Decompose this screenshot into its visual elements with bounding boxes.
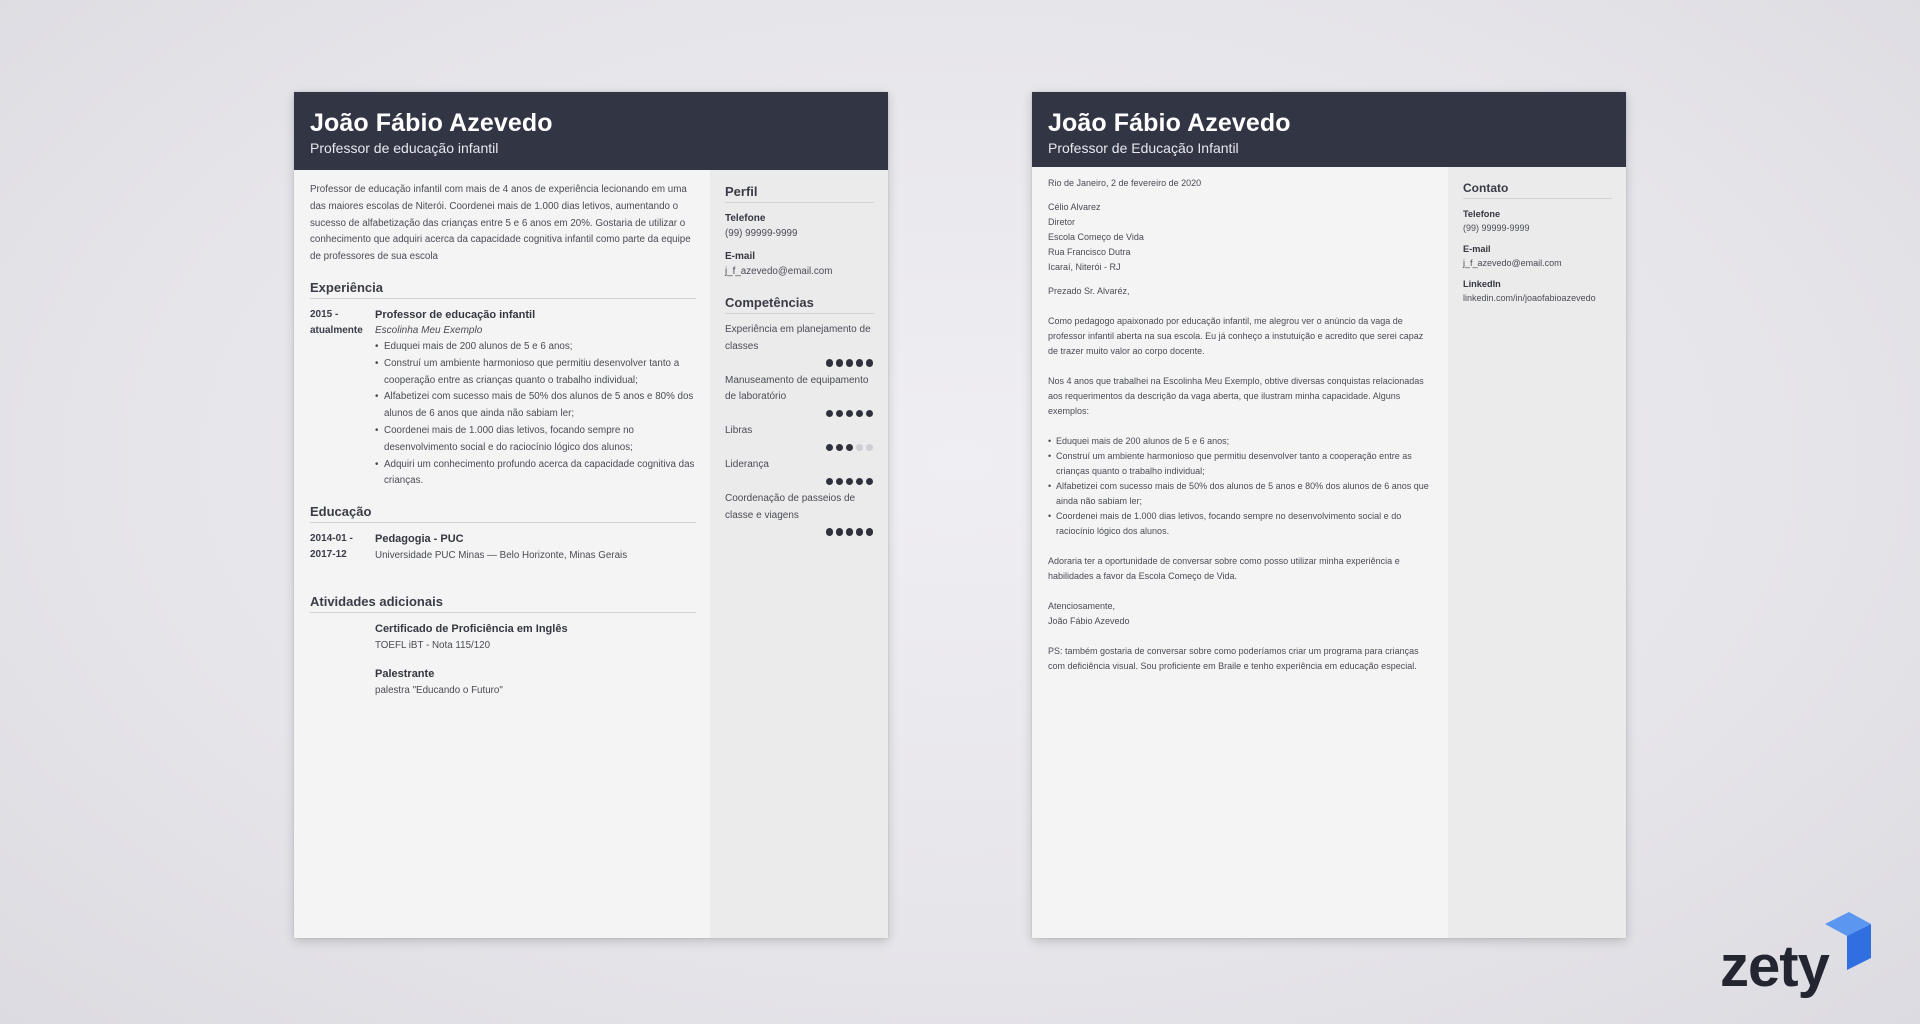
skill-rating: [725, 444, 873, 452]
resume-header: [294, 92, 888, 170]
education-school: Universidade PUC Minas — Belo Horizonte, Minas Gerais: [375, 550, 628, 562]
list-item: • Construí um ambiente harmonioso que permitiu desenvolver tanto a cooperação entre as crianças quanto o trabalho individual;: [375, 356, 696, 390]
letter-sidebar: [1448, 167, 1626, 938]
letter-header: [1032, 92, 1626, 167]
linkedin-value: linkedin.com/in/joaofabioazevedo: [1463, 293, 1596, 303]
list-item: • Alfabetizei com sucesso mais de 50% dos alunos de 5 anos e 80% dos alunos de 6 anos que ainda não sabiam ler;: [375, 389, 696, 423]
letter-bullets: [1048, 434, 1432, 539]
rating-dot-filled: [856, 410, 864, 418]
recipient-line: Rua Francisco Dutra: [1048, 247, 1131, 257]
rating-dot-filled: [856, 528, 864, 536]
rating-dot-filled: [846, 410, 854, 418]
rating-dot-filled: [836, 410, 844, 418]
skill-name: Experiência em planejamento de classes: [725, 324, 871, 352]
rating-dot-filled: [846, 528, 854, 536]
cover-letter-document: [1032, 92, 1626, 938]
list-item: • Coordenei mais de 1.000 dias letivos, focando sempre no desenvolvimento social e do raciocínio lógico dos alunos.: [1048, 509, 1432, 539]
rating-dot-filled: [866, 528, 874, 536]
rating-dot-filled: [836, 528, 844, 536]
skill-item: [725, 322, 874, 367]
letter-recipient: [1048, 200, 1432, 275]
skill-item: [725, 423, 874, 451]
recipient-line: Célio Alvarez: [1048, 202, 1101, 212]
rating-dot-filled: [826, 478, 834, 486]
rating-dot-filled: [866, 478, 874, 486]
skill-name: Libras: [725, 425, 753, 436]
rating-dot-filled: [826, 359, 834, 367]
experience-role: Professor de educação infantil: [375, 308, 536, 321]
letter-name: João Fábio Azevedo: [1048, 109, 1291, 137]
rating-dot-empty: [866, 444, 874, 452]
rating-dot-filled: [836, 359, 844, 367]
activity-title: Palestrante: [375, 668, 435, 681]
skill-name: Coordenação de passeios de classe e viagens: [725, 493, 856, 521]
list-item: • Adquiri um conhecimento profundo acerca da capacidade cognitiva das crianças.: [375, 457, 696, 491]
skill-rating: [725, 478, 873, 486]
phone-value: (99) 99999-9999: [725, 228, 798, 239]
resume-document: [294, 92, 888, 938]
list-item: • Coordenei mais de 1.000 dias letivos, focando sempre no desenvolvimento social e do raciocínio lógico dos alunos;: [375, 423, 696, 457]
email-value: j_f_azevedo@email.com: [725, 266, 833, 277]
phone-value: (99) 99999-9999: [1463, 223, 1530, 233]
email-value: j_f_azevedo@email.com: [1463, 258, 1562, 268]
skill-item: [725, 491, 874, 536]
experience-bullets: [375, 339, 696, 490]
activity-detail: TOEFL iBT - Nota 115/120: [375, 640, 491, 652]
list-item: • Alfabetizei com sucesso mais de 50% dos alunos de 5 anos e 80% dos alunos de 6 anos que ainda não sabiam ler;: [1048, 479, 1432, 509]
skill-rating: [725, 410, 873, 418]
skills-heading: Competências: [725, 295, 874, 314]
list-item: • Construí um ambiente harmonioso que permitiu desenvolver tanto a cooperação entre as crianças quanto o trabalho individual;: [1048, 449, 1432, 479]
recipient-line: Icaraí, Niterói - RJ: [1048, 262, 1121, 272]
profile-heading: Perfil: [725, 184, 874, 203]
rating-dot-filled: [826, 528, 834, 536]
education-entry: [310, 531, 696, 564]
activities-heading: Atividades adicionais: [310, 594, 696, 613]
skill-rating: [725, 359, 873, 367]
rating-dot-filled: [826, 410, 834, 418]
resume-sidebar: [710, 170, 888, 938]
resume-job-title: Professor de educação infantil: [310, 140, 499, 156]
letter-paragraph: Adoraria ter a oportunidade de conversar sobre como posso utilizar minha experiência e habilidades a favor da Escola Começo de Vida.: [1048, 556, 1400, 581]
education-degree: Pedagogia - PUC: [375, 533, 464, 546]
email-label: E-mail: [1463, 244, 1491, 254]
activity-entry: [310, 621, 696, 654]
education-dates: [310, 531, 375, 564]
rating-dot-filled: [836, 478, 844, 486]
resume-summary: Professor de educação infantil com mais de 4 anos de experiência lecionando em uma das maiores escolas de Niterói. Coordenei mais de 1.000 dias letivos, aumentando o sucesso de alfabetização das crianças entre 5 e 6 anos em 20%. Gostaria de utilizar o conhecimento que adquiri acerca da capacidade cognitiva infantil como parte da equipe de professores de sua escola: [310, 184, 691, 263]
letter-paragraph: Nos 4 anos que trabalhei na Escolinha Meu Exemplo, obtive diversas conquistas relacionadas aos requerimentos da descrição da vaga aberta, que ilustram minha capacidade. Alguns exemplos:: [1048, 376, 1424, 416]
experience-date-end: atualmente: [310, 324, 363, 336]
list-item: • Eduquei mais de 200 alunos de 5 e 6 anos;: [375, 339, 696, 356]
resume-name: João Fábio Azevedo: [310, 109, 553, 137]
rating-dot-filled: [856, 359, 864, 367]
experience-date-start: 2015 -: [310, 308, 339, 320]
email-label: E-mail: [725, 251, 756, 262]
letter-job-title: Professor de Educação Infantil: [1048, 140, 1239, 156]
rating-dot-filled: [846, 359, 854, 367]
list-item: • Eduquei mais de 200 alunos de 5 e 6 anos;: [1048, 434, 1432, 449]
skill-item: [725, 457, 874, 485]
rating-dot-filled: [836, 444, 844, 452]
activity-title: Certificado de Proficiência em Inglês: [375, 623, 568, 636]
experience-org: Escolinha Meu Exemplo: [375, 324, 483, 336]
logo-text: zety: [1720, 934, 1829, 999]
education-heading: Educação: [310, 504, 696, 523]
rating-dot-filled: [866, 359, 874, 367]
zety-logo: [1720, 910, 1873, 999]
letter-closing: Atenciosamente,: [1048, 601, 1116, 611]
skill-name: Manuseamento de equipamento de laboratório: [725, 374, 869, 402]
resume-main-column: [310, 182, 696, 711]
experience-heading: Experiência: [310, 280, 696, 299]
skill-rating: [725, 528, 873, 536]
skill-item: [725, 373, 874, 418]
experience-dates: [310, 307, 375, 490]
letter-ps: PS: também gostaria de conversar sobre como poderíamos criar um programa para crianças com deficiência visual. Sou proficiente em Braile e tenho experiência em educação especial.: [1048, 646, 1419, 671]
letter-greeting: Prezado Sr. Alvaréz,: [1048, 286, 1130, 296]
letter-signature: João Fábio Azevedo: [1048, 616, 1130, 626]
letter-date: Rio de Janeiro, 2 de fevereiro de 2020: [1048, 178, 1202, 188]
rating-dot-empty: [856, 444, 864, 452]
contact-heading: Contato: [1463, 181, 1612, 199]
recipient-line: Escola Começo de Vida: [1048, 232, 1144, 242]
rating-dot-filled: [846, 444, 854, 452]
recipient-line: Diretor: [1048, 217, 1076, 227]
education-date-end: 2017-12: [310, 549, 347, 561]
skill-name: Liderança: [725, 459, 769, 470]
rating-dot-filled: [856, 478, 864, 486]
activity-detail: palestra "Educando o Futuro": [375, 685, 503, 697]
letter-body: [1048, 176, 1432, 674]
phone-label: Telefone: [725, 213, 766, 224]
rating-dot-filled: [846, 478, 854, 486]
linkedin-label: LinkedIn: [1463, 279, 1501, 289]
education-date-start: 2014-01 -: [310, 533, 353, 545]
activity-entry: [310, 666, 696, 699]
zety-cube-icon: [1823, 910, 1873, 976]
rating-dot-filled: [826, 444, 834, 452]
rating-dot-filled: [866, 410, 874, 418]
letter-paragraph: Como pedagogo apaixonado por educação infantil, me alegrou ver o anúncio da vaga de professor infantil aberta na sua escola. Eu já conheço a instutuição e acredito que serei capaz de trazer muito valor ao corpo docente.: [1048, 316, 1424, 356]
skills-list: [725, 322, 874, 536]
experience-entry: [310, 307, 696, 490]
phone-label: Telefone: [1463, 209, 1501, 219]
